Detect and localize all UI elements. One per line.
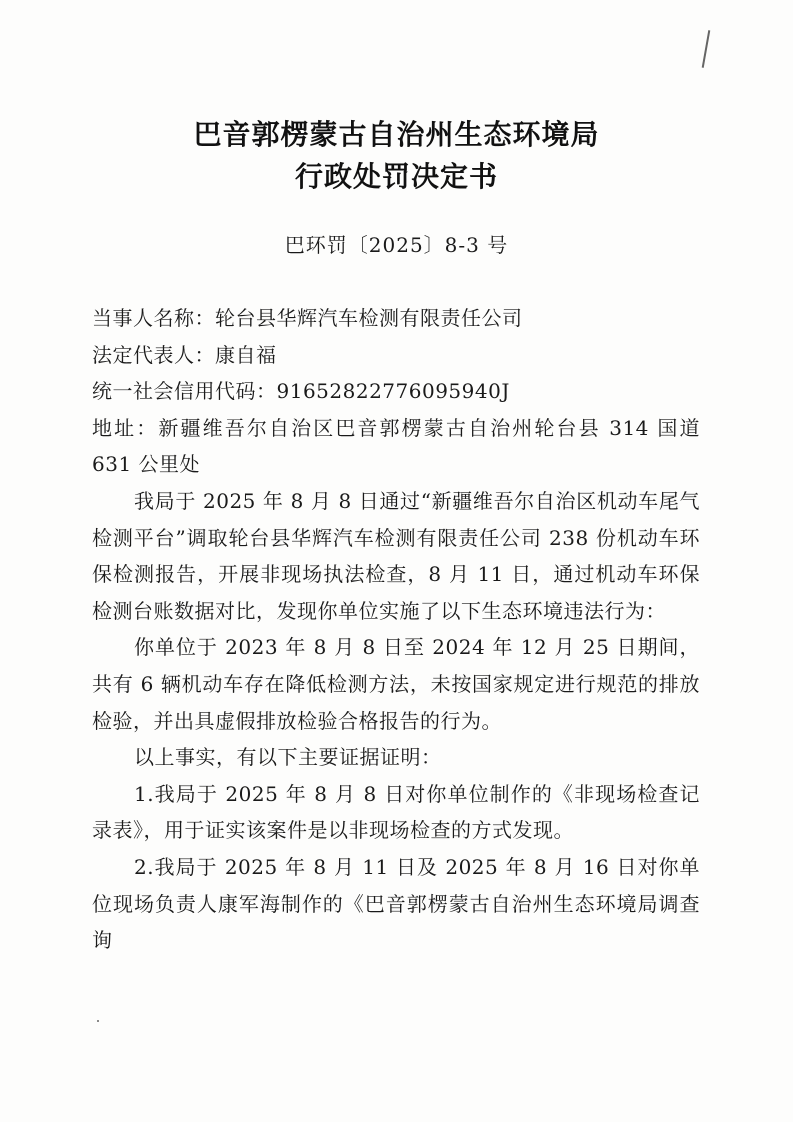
legal-representative: 法定代表人：康自福 (92, 342, 277, 367)
credit-code: 统一社会信用代码：91652822776095940J (92, 379, 510, 404)
document-title-line-2: 行政处罚决定书 (294, 160, 498, 193)
paragraph-findings: 我局于 2025 年 8 月 8 日通过“新疆维吾尔自治区机动车尾气检测平台”调取轮台县华辉汽车检测有限责任公司 238 份机动车环保检测报告，开展非现场执法检查，8 月 11 日，通过机动车环保检测台账数据对比，发现你单位实施了以下生态环境违法行为： (92, 488, 700, 623)
evidence-item-2: 2.我局于 2025 年 8 月 11 日及 2025 年 8 月 16 日对你单位现场负责人康军海制作的《巴音郭楞蒙古自治州生态环境局调查询 (92, 854, 700, 953)
document-number: 巴环罚〔2025〕8-3 号 (284, 233, 509, 257)
paragraph-evidence-intro: 以上事实，有以下主要证据证明： (134, 745, 442, 770)
handwritten-page-mark (702, 30, 711, 68)
document-body (92, 300, 700, 959)
address: 地址：新疆维吾尔自治区巴音郭楞蒙古自治州轮台县 314 国道 631 公里处 (92, 415, 700, 477)
scan-speck (97, 1020, 99, 1022)
evidence-item-1: 1.我局于 2025 年 8 月 8 日对你单位制作的《非现场检查记录表》，用于证实该案件是以非现场检查的方式发现。 (92, 781, 700, 843)
party-name: 当事人名称：轮台县华辉汽车检测有限责任公司 (92, 306, 523, 330)
document-title-line-1: 巴音郭楞蒙古自治州生态环境局 (193, 118, 600, 151)
paragraph-violation: 你单位于 2023 年 8 月 8 日至 2024 年 12 月 25 日期间，共有 6 辆机动车存在降低检测方法，未按国家规定进行规范的排放检验，并出具虚假排放检验合格报告的行为。 (92, 635, 700, 733)
